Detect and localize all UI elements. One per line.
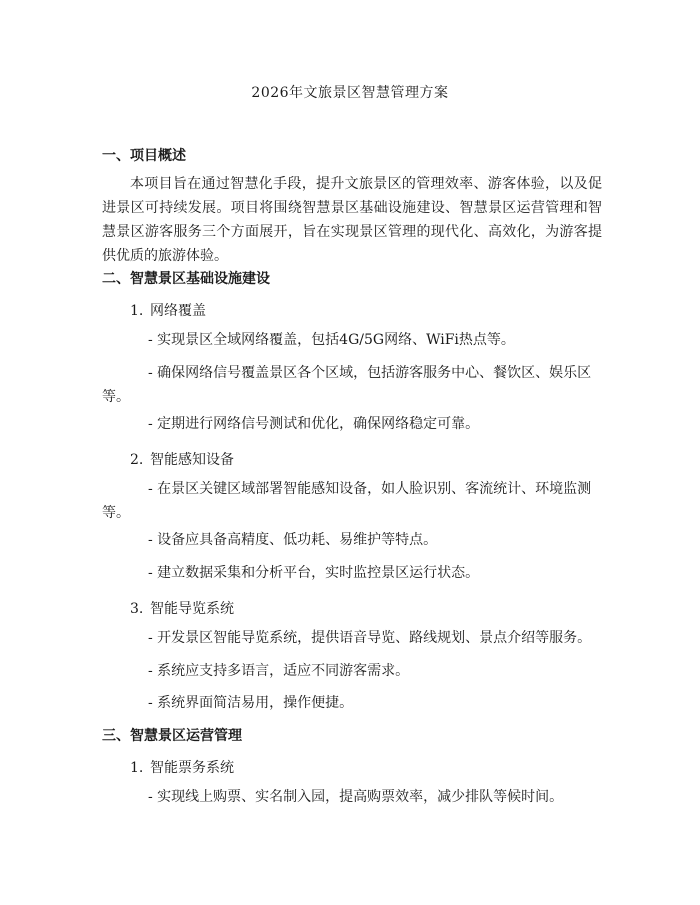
- document-title: 2026年文旅景区智慧管理方案: [251, 85, 449, 101]
- bullet-item: - 在景区关键区域部署智能感知设备，如人脸识别、客流统计、环境监测等。: [102, 481, 592, 521]
- numbered-item-network: [130, 300, 206, 320]
- section-heading-infrastructure: 二、智慧景区基础设施建设: [102, 271, 270, 287]
- bullet-item: - 定期进行网络信号测试和优化，确保网络稳定可靠。: [148, 416, 480, 432]
- bullet-item: - 实现景区全域网络覆盖，包括4G/5G网络、WiFi热点等。: [148, 332, 515, 348]
- item-label: 网络覆盖: [150, 303, 206, 319]
- numbered-item-sensing: [130, 449, 234, 469]
- bullet-item: - 确保网络信号覆盖景区各个区域，包括游客服务中心、餐饮区、娱乐区等。: [102, 365, 592, 405]
- item-label: 智能票务系统: [150, 760, 234, 776]
- bullet-item: - 系统界面简洁易用，操作便捷。: [148, 695, 354, 711]
- item-label: 智能导览系统: [150, 601, 234, 617]
- overview-paragraph: 本项目旨在通过智慧化手段，提升文旅景区的管理效率、游客体验，以及促进景区可持续发展。项目将围绕智慧景区基础设施建设、智慧景区运营管理和智慧景区游客服务三个方面展开，旨在实现景区管理的现代化、高效化，为游客提供优质的旅游体验。: [102, 176, 602, 264]
- item-label: 智能感知设备: [150, 452, 234, 468]
- item-number: 1.: [130, 760, 144, 776]
- bullet-item: - 建立数据采集和分析平台，实时监控景区运行状态。: [148, 565, 480, 581]
- numbered-item-guide: [130, 598, 234, 618]
- item-number: 1.: [130, 303, 144, 319]
- section-heading-operations: 三、智慧景区运营管理: [102, 728, 242, 744]
- bullet-item: - 设备应具备高精度、低功耗、易维护等特点。: [148, 532, 438, 548]
- bullet-item: - 系统应支持多语言，适应不同游客需求。: [148, 663, 410, 679]
- numbered-item-ticketing: [130, 757, 234, 777]
- item-number: 2.: [130, 452, 144, 468]
- section-heading-overview: 一、项目概述: [102, 148, 186, 164]
- item-number: 3.: [130, 601, 144, 617]
- bullet-item: - 实现线上购票、实名制入园，提高购票效率，减少排队等候时间。: [148, 789, 564, 805]
- bullet-item: - 开发景区智能导览系统，提供语音导览、路线规划、景点介绍等服务。: [148, 630, 592, 646]
